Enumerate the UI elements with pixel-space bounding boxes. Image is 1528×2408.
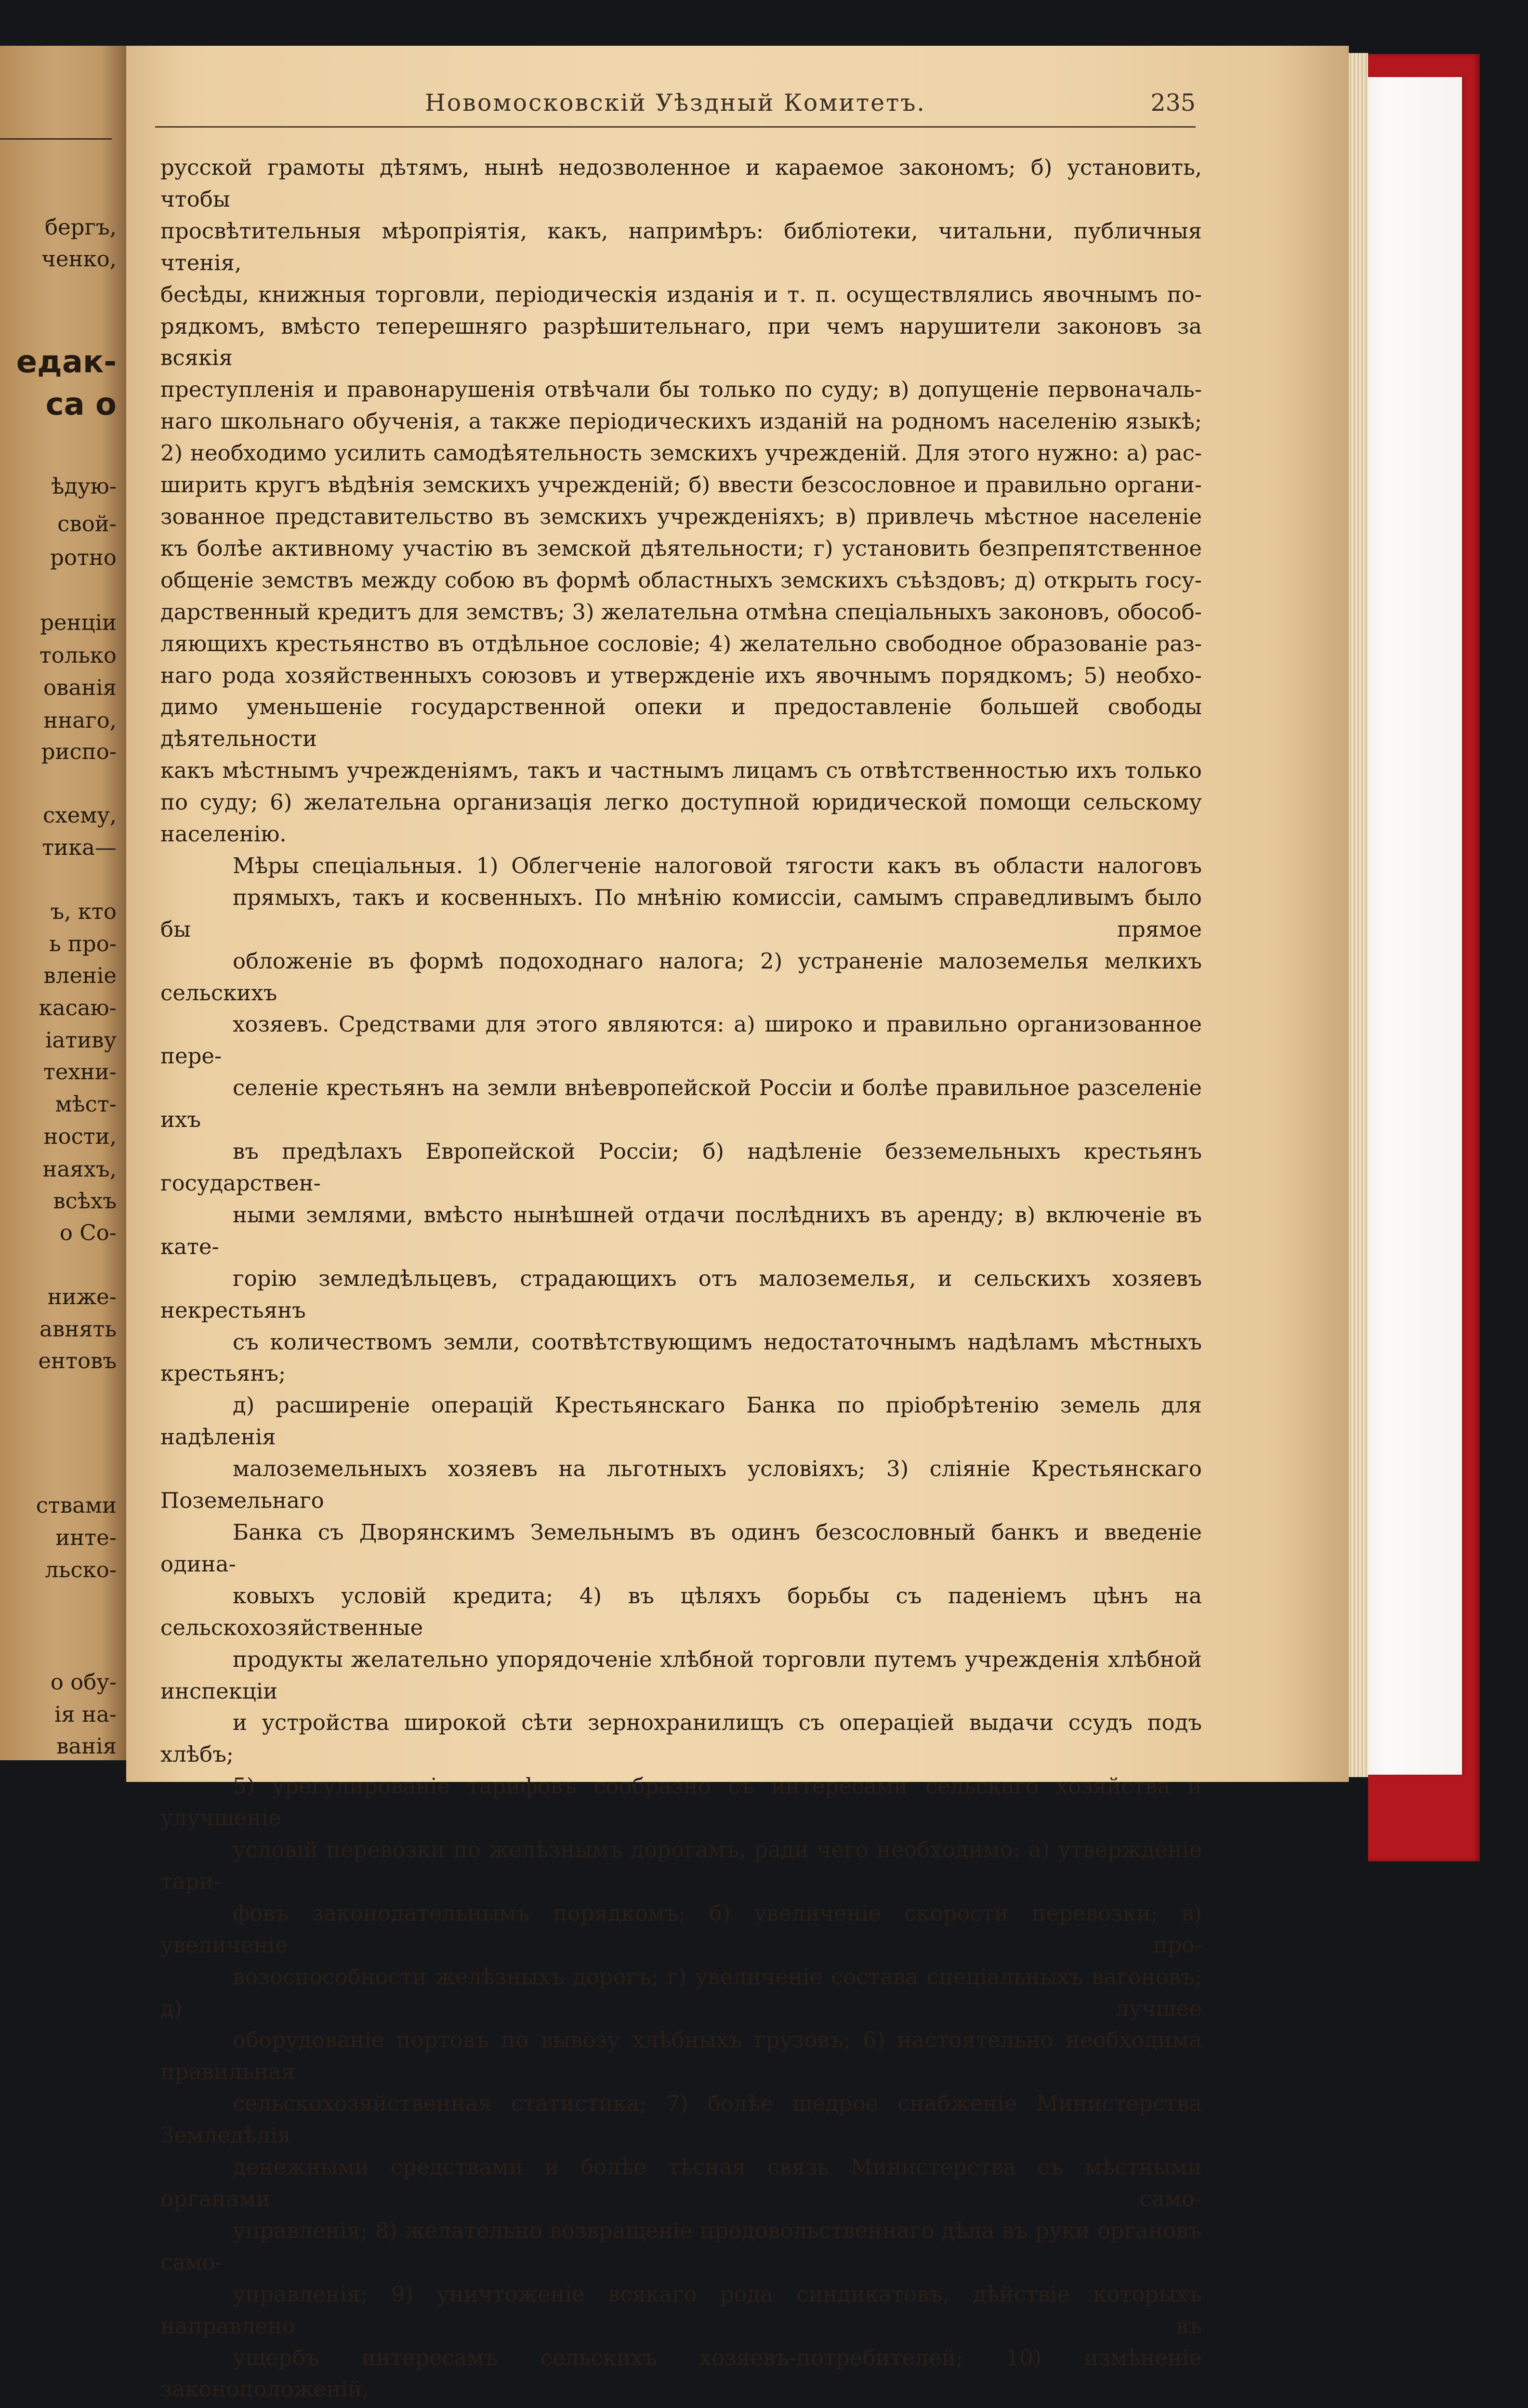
paragraph-special-measures: [160, 850, 1202, 2408]
previous-page-fragment: [0, 46, 126, 1760]
text-line: возоспособности желѣзныхъ дорогъ; г) увеличеніе состава спеціальныхъ вагоновъ; д) лучшее: [160, 1963, 1202, 2021]
prev-page-fragment: всѣхъ: [53, 1188, 117, 1214]
prev-page-fragment: схему,: [43, 802, 117, 828]
text-line: ковыхъ условій кредита; 4) въ цѣляхъ борьбы съ паденіемъ цѣнъ на сельскохозяйственные: [160, 1583, 1202, 1640]
prev-page-fragment: мѣст-: [55, 1091, 117, 1117]
text-line: сельскохозяйственная статистика; 7) болѣе щедрое снабженіе Министерства Земледѣлія: [160, 2091, 1202, 2148]
text-line: преступленія и правонарушенія отвѣчали бы только по суду; в) допущеніе первоначаль-: [160, 377, 1202, 403]
prev-page-fragment: ованія: [43, 675, 117, 700]
prev-page-fragment: только: [39, 642, 117, 668]
white-flyleaf: [1354, 77, 1462, 1775]
prev-page-fragment: ренціи: [40, 610, 117, 635]
text-line: Мѣры спеціальныя. 1) Облегченіе налоговой тягости какъ въ области налоговъ: [233, 852, 1202, 878]
text-line: 2) необходимо усилить самодѣятельность земскихъ учрежденій. Для этого нужно: а) рас-: [160, 440, 1202, 466]
text-line: общеніе земствъ между собою въ формѣ областныхъ земскихъ съѣздовъ; д) открыть госу-: [160, 567, 1202, 593]
text-line: ными землями, вмѣсто нынѣшней отдачи послѣднихъ въ аренду; в) включеніе въ кате-: [160, 1202, 1202, 1259]
text-line: по суду; 6) желательна организація легко доступной юридической помощи сельскому: [160, 789, 1202, 815]
prev-page-fragment: техни-: [43, 1059, 117, 1085]
text-line: д) расширеніе операцій Крестьянскаго Банка по пріобрѣтенію земель для надѣленія: [160, 1392, 1202, 1450]
text-line: ширить кругъ вѣдѣнія земскихъ учрежденій; б) ввести безсословное и правильно органи-: [160, 472, 1202, 498]
text-line: прямыхъ, такъ и косвенныхъ. По мнѣнію комиссіи, самымъ справедливымъ было бы прямое: [160, 884, 1202, 942]
text-line: рядкомъ, вмѣсто теперешняго разрѣшительнаго, при чемъ нарушители законовъ за всякія: [160, 313, 1202, 371]
prev-page-fragment: ченко,: [41, 246, 117, 272]
prev-page-fragment: тика—: [42, 835, 117, 860]
previous-page-header-rule: [0, 138, 112, 140]
text-line: димо уменьшеніе государственной опеки и предоставленіе большей свободы дѣятельности: [160, 694, 1202, 752]
text-line: хозяевъ. Средствами для этого являются: а) широко и правильно организованное пере-: [160, 1011, 1202, 1069]
prev-page-fragment: о Со-: [59, 1220, 117, 1245]
prev-page-fragment: льско-: [45, 1557, 117, 1583]
text-line: какъ мѣстнымъ учрежденіямъ, такъ и частнымъ лицамъ съ отвѣтственностью ихъ только: [160, 758, 1202, 784]
prev-page-fragment: ниже-: [47, 1284, 117, 1309]
prev-page-fragment: свой-: [57, 511, 117, 537]
text-line: селеніе крестьянъ на земли внѣевропейской Россіи и болѣе правильное разселеніе ихъ: [160, 1075, 1202, 1133]
page-number: 235: [1150, 89, 1196, 117]
prev-page-fragment: касаю-: [39, 995, 117, 1021]
text-line: просвѣтительныя мѣропріятія, какъ, напримѣръ: библіотеки, читальни, публичныя чтенія,: [160, 218, 1202, 275]
prev-page-fragment: о обу-: [50, 1669, 117, 1695]
text-line: русской грамоты дѣтямъ, нынѣ недозволенное и караемое закономъ; б) установить, чтобы: [160, 155, 1202, 212]
prev-page-fragment: ъ, кто: [50, 899, 117, 924]
prev-page-fragment: ентовъ: [38, 1348, 117, 1374]
text-line: наго школьнаго обученія, а также періодическихъ изданій на родномъ населенію языкѣ;: [160, 408, 1202, 434]
prev-page-fragment: ности,: [43, 1124, 117, 1149]
page-edges: [1349, 53, 1368, 1777]
text-line: и устройства широкой сѣти зернохранилищъ съ операціей выдачи ссудъ подъ хлѣбъ;: [160, 1710, 1202, 1767]
text-line: обложеніе въ формѣ подоходнаго налога; 2) устраненіе малоземелья мелкихъ сельскихъ: [160, 948, 1202, 1006]
text-line: Банка съ Дворянскимъ Земельнымъ въ одинъ безсословный банкъ и введеніе одина-: [160, 1519, 1202, 1577]
prev-page-fragment: бергъ,: [44, 214, 117, 240]
text-line: горію земледѣльцевъ, страдающихъ отъ малоземелья, и сельскихъ хозяевъ некрестьянъ: [160, 1265, 1202, 1323]
prev-page-fragment: ннаго,: [43, 707, 117, 733]
prev-page-fragment: едак-: [16, 344, 117, 380]
paragraph-general-measures: [160, 152, 1202, 850]
prev-page-fragment: ствами: [36, 1492, 117, 1518]
prev-page-fragment: наяхъ,: [42, 1156, 117, 1182]
text-line: 5) урегулированіе тарифовъ сообразно съ интересами сельскаго хозяйства и улучшеніе: [160, 1773, 1202, 1831]
running-head: [155, 89, 1196, 123]
prev-page-fragment: ь про-: [49, 931, 117, 956]
text-line: управленія; 9) уничтоженіе всякаго рода синдикатовъ, дѣйствіе которыхъ направлено въ: [160, 2281, 1202, 2339]
prev-page-fragment: са о: [45, 387, 117, 422]
text-line: управленія; 8) желательно возвращеніе продовольственнаго дѣла въ руки органовъ само-: [160, 2217, 1202, 2275]
text-line: продукты желательно упорядоченіе хлѣбной торговли путемъ учрежденія хлѣбной инспекціи: [160, 1646, 1202, 1704]
prev-page-fragment: вленіе: [43, 963, 117, 988]
prev-page-fragment: инте-: [55, 1525, 117, 1550]
text-line: съ количествомъ земли, соотвѣтствующимъ недостаточнымъ надѣламъ мѣстныхъ крестьянъ;: [160, 1329, 1202, 1387]
prev-page-fragment: авнять: [40, 1316, 117, 1342]
running-title: Новомосковскій Уѣздный Комитетъ.: [425, 89, 926, 117]
prev-page-fragment: риспо-: [41, 739, 117, 764]
text-line: ляющихъ крестьянство въ отдѣльное сословіе; 4) желательно свободное образованіе раз-: [160, 630, 1202, 656]
text-line: фовъ законодательнымъ порядкомъ; б) увеличеніе скорости перевозки; в) увеличеніе про-: [160, 1900, 1202, 1958]
prev-page-fragment: ротно: [50, 545, 117, 570]
text-line: денежными средствами и болѣе тѣсная связь Министерства съ мѣстными органами само-: [160, 2154, 1202, 2212]
text-line: зованное представительство въ земскихъ учрежденіяхъ; в) привлечь мѣстное населеніе: [160, 503, 1202, 529]
prev-page-fragment: ѣдую-: [51, 473, 117, 499]
text-line: условій перевозки по желѣзнымъ дорогамъ, ради чего необходимо: а) утвержденіе тари-: [160, 1837, 1202, 1894]
text-line: населенію.: [160, 821, 287, 847]
text-line: [160, 2405, 1202, 2408]
text-line: ущербъ интересамъ сельскихъ хозяевъ-потребителей; 10) измѣненіе законоположеній,: [160, 2344, 1202, 2402]
text-line: къ болѣе активному участію въ земской дѣятельности; г) установить безпрепятственное: [160, 535, 1202, 561]
text-line: малоземельныхъ хозяевъ на льготныхъ условіяхъ; 3) сліяніе Крестьянскаго Поземельнаго: [160, 1456, 1202, 1514]
text-line: дарственный кредитъ для земствъ; 3) желательна отмѣна спеціальныхъ законовъ, обособ-: [160, 599, 1202, 625]
text-line: бесѣды, книжныя торговли, періодическія изданія и т. п. осуществлялись явочнымъ по-: [160, 281, 1202, 307]
prev-page-fragment: іативу: [45, 1027, 117, 1053]
text-line: наго рода хозяйственныхъ союзовъ и утвержденіе ихъ явочнымъ порядкомъ; 5) необхо-: [160, 662, 1202, 688]
header-rule: [155, 126, 1196, 128]
prev-page-fragment: ванія: [56, 1733, 117, 1759]
prev-page-fragment: ія на-: [54, 1701, 117, 1727]
text-line: въ предѣлахъ Европейской Россіи; б) надѣленіе безземельныхъ крестьянъ государствен-: [160, 1139, 1202, 1196]
text-line: оборудованіе портовъ по вывозу хлѣбныхъ грузовъ; 6) настоятельно необходима правильная: [160, 2027, 1202, 2085]
page-body-text: [160, 152, 1202, 2408]
